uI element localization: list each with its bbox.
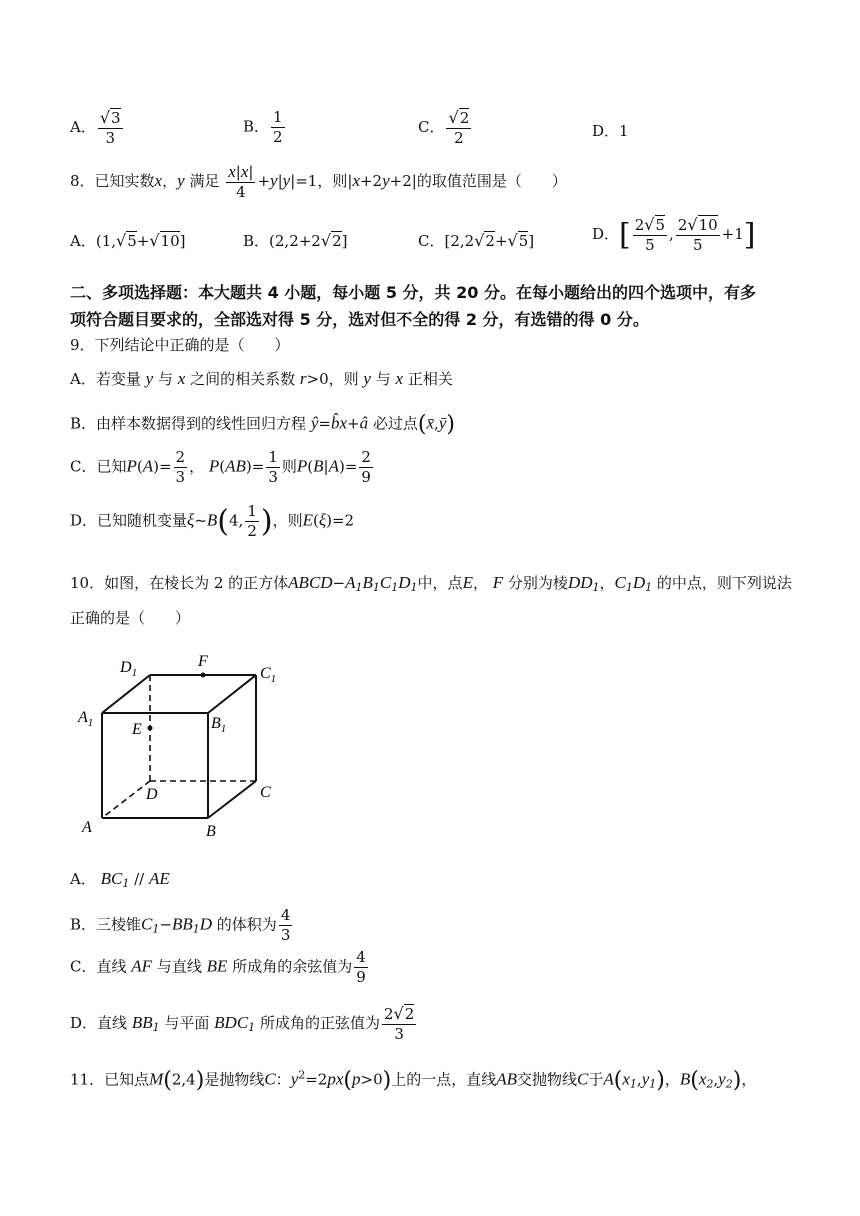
label-f: F — [198, 653, 208, 670]
q8-stem: 8．已知实数x，y 满足 $\frac{x|x|}{4}$ +y|y|=1，则|x+2y+2|的取值范围是（ ） — [70, 162, 567, 201]
section2-line2: 项符合题目要求的，全部选对得 5 分，选对但不全的得 2 分，有选错的得 0 分。 — [70, 310, 649, 329]
label-c: C — [260, 784, 271, 801]
q9-option-a: A．若变量 y 与 x 之间的相关系数 r>0，则 y 与 x 正相关 — [70, 369, 453, 388]
q7-option-a: A． $\frac{√3}{3}$ — [70, 108, 121, 147]
label-d1: $D_1$ — [120, 659, 138, 679]
section2-line1: 二、多项选择题：本大题共 4 小题，每小题 5 分，共 20 分。在每小题给出的四个选项中，有多 — [70, 283, 756, 302]
point-f — [201, 673, 206, 678]
q10-stem-line1: 10．如图，在棱长为 2 的正方体$ABCD-A_1B_1C_1D_1$中，点E， F 分别为棱$DD_1$，$C_1D_1$ 的中点，则下列说法 — [70, 573, 792, 594]
q8-option-a: A．(1,√5+√10] — [70, 231, 186, 250]
q9-option-b: B．由样本数据得到的线性回归方程 ŷ=b̂x+â 必过点(x̄,ȳ) — [70, 412, 455, 437]
label-d: D — [146, 786, 158, 803]
q10-option-d: D．直线 $BB_1$ 与平面 $BDC_1$ 所成角的正弦值为 $\frac{2√2}{3}$ — [70, 1004, 415, 1043]
q9-option-d: D．已知随机变量ξ~B(4, $\frac{1}{2}$ )，则E(ξ)=2 — [70, 502, 355, 540]
label-b1: $B_1$ — [211, 715, 227, 735]
q10-option-a: A． $BC_1$ // AE — [70, 869, 170, 890]
q10-stem-line2: 正确的是（ ） — [70, 609, 191, 627]
q9-stem: 9．下列结论中正确的是（ ） — [70, 336, 290, 354]
label-a1: $A_1$ — [78, 709, 94, 729]
q7-option-b: B． $\frac{1}{2}$ — [243, 108, 283, 146]
q10-option-b: B．三棱锥$C_1-BB_1D$ 的体积为 $\frac{4}{3}$ — [70, 906, 291, 944]
label-c1: $C_1$ — [260, 665, 277, 685]
q8-option-c: C．[2,2√2+√5] — [418, 231, 535, 250]
q8-option-b: B．(2,2+2√2] — [243, 231, 348, 250]
q9-option-c: C．已知P(A)= $\frac{2}{3}$ ， P(AB)= $\frac{1}{3}$ 则P(B|A)= $\frac{2}{9}$ — [70, 448, 371, 486]
q11-stem: 11．已知点M(2,4)是抛物线C：$y^2=2px(p>0)$上的一点，直线AB交抛物线C于$A(x_1,y_1)$，$B(x_2,y_2)$， — [70, 1068, 757, 1093]
cube-figure — [70, 648, 300, 844]
q8-option-d: D．[ $\frac{2√5}{5}$ , $\frac{2√10}{5}$ +1] — [592, 215, 756, 254]
label-e: E — [132, 721, 142, 738]
q10-option-c: C．直线 AF 与直线 BE 所成角的余弦值为 $\frac{4}{9}$ — [70, 948, 366, 986]
q7-option-d: D．1 — [592, 122, 629, 140]
label-a: A — [82, 819, 92, 836]
point-e — [148, 726, 153, 731]
q7-option-c: C． $\frac{√2}{2}$ — [418, 108, 470, 147]
label-b: B — [206, 823, 216, 840]
